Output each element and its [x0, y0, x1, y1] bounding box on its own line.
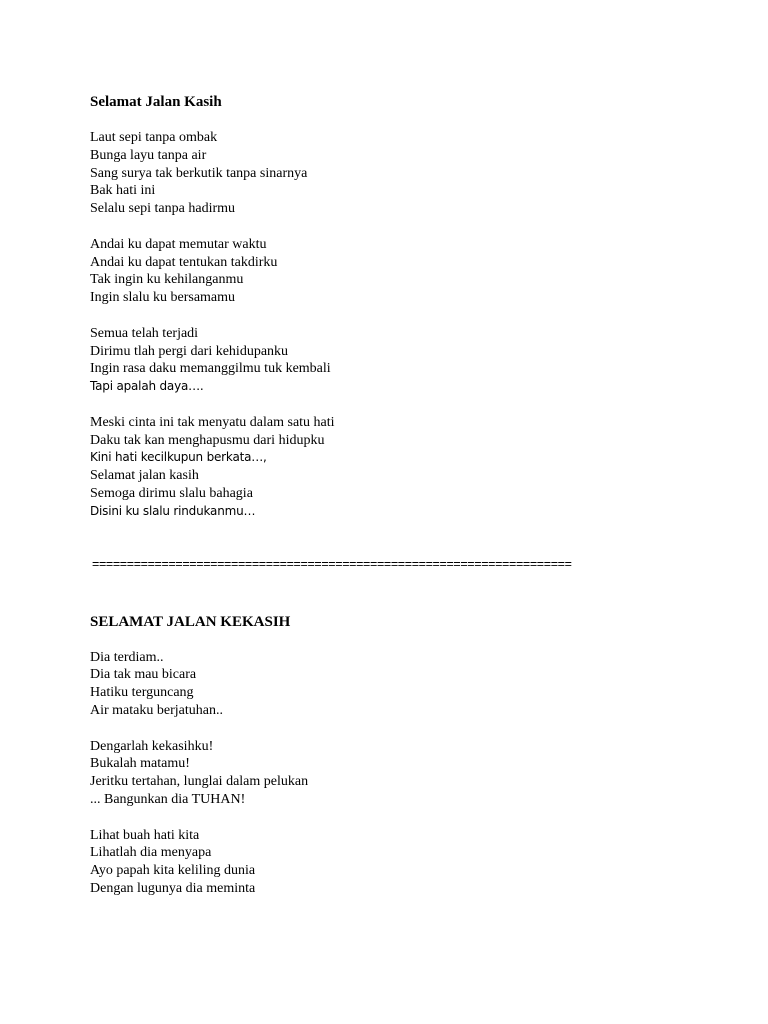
poem-line: Semoga dirimu slalu bahagia [90, 485, 253, 501]
poem-line: Bukalah matamu! [90, 756, 190, 772]
poem-line: Andai ku dapat memutar waktu [90, 236, 267, 252]
poem-line: Selamat jalan kasih [90, 468, 199, 484]
poem-line: Hatiku terguncang [90, 685, 194, 701]
poem-line: Ingin rasa daku memanggilmu tuk kembali [90, 361, 331, 377]
document-page [90, 92, 710, 898]
stanza [90, 325, 710, 396]
poem-line: Daku tak kan menghapusmu dari hidupku [90, 432, 325, 448]
poem-line: Dia tak mau bicara [90, 667, 197, 683]
poem-line: Selalu sepi tanpa hadirmu [90, 201, 236, 217]
stanza [90, 414, 710, 521]
poem-line: Lihat buah hati kita [90, 827, 200, 843]
poem-line: Meski cinta ini tak menyatu dalam satu hati [90, 414, 335, 430]
poem-line: Ingin slalu ku bersamamu [90, 290, 236, 306]
poem-line: Bunga layu tanpa air [90, 147, 207, 163]
stanza [90, 129, 710, 218]
poem-line: Kini hati kecilkupun berkata…, [90, 450, 267, 465]
poem-line: ... Bangunkan dia TUHAN! [90, 791, 246, 807]
poem-line: Dengan lugunya dia meminta [90, 880, 256, 896]
poem-line: Andai ku dapat tentukan takdirku [90, 254, 278, 270]
poem-line: Ayo papah kita keliling dunia [90, 863, 256, 879]
stanza [90, 738, 710, 809]
separator-line: ===================================================================== [92, 556, 572, 571]
poem-title: SELAMAT JALAN KEKASIH [90, 613, 291, 630]
poem-line: Jeritku tertahan, lunglai dalam pelukan [90, 774, 309, 790]
poem-line: Semua telah terjadi [90, 325, 199, 341]
poem-title: Selamat Jalan Kasih [90, 94, 222, 110]
poem-line: Laut sepi tanpa ombak [90, 130, 218, 145]
poem-line: Air mataku berjatuhan.. [90, 702, 223, 718]
stanza [90, 827, 710, 898]
stanza [90, 649, 710, 720]
poem-line: Bak hati ini [90, 183, 156, 199]
poem-line: Disini ku slalu rindukanmu… [90, 503, 256, 518]
poem-line: Dengarlah kekasihku! [90, 738, 214, 754]
poem-line: Lihatlah dia menyapa [90, 845, 212, 861]
stanza [90, 236, 710, 307]
poem-line: Dirimu tlah pergi dari kehidupanku [90, 343, 289, 359]
poem-line: Sang surya tak berkutik tanpa sinarnya [90, 165, 308, 181]
poem-line: Tapi apalah daya…. [90, 379, 204, 394]
poem-line: Dia terdiam.. [90, 649, 164, 665]
poem-line: Tak ingin ku kehilanganmu [90, 272, 244, 288]
